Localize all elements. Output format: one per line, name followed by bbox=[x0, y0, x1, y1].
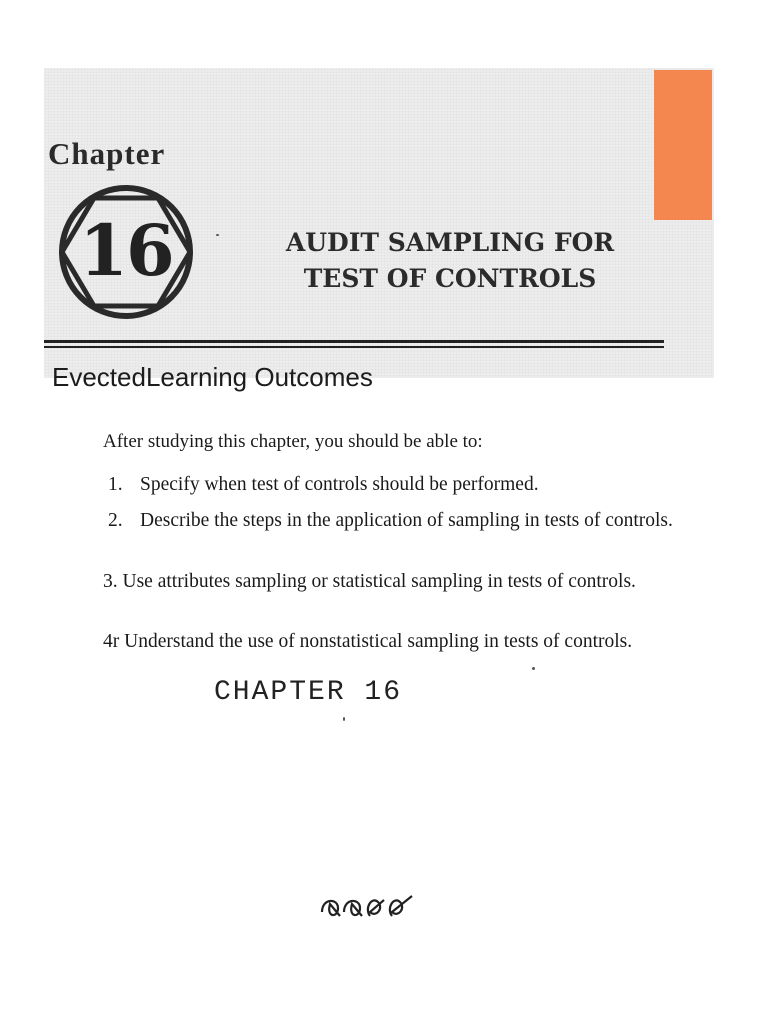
chapter-title-line-1: AUDIT SAMPLING FOR bbox=[285, 228, 615, 257]
outcome-text: Understand the use of nonstatistical sampling in tests of controls. bbox=[124, 631, 633, 652]
chapter-number: 16 bbox=[79, 209, 173, 292]
scan-speck bbox=[343, 717, 345, 721]
scan-speck bbox=[532, 667, 535, 670]
orange-tab-decoration bbox=[654, 70, 712, 220]
header-rule-thick bbox=[44, 340, 664, 343]
scan-speck bbox=[216, 234, 219, 236]
outcome-number: 3. bbox=[103, 571, 118, 592]
outcome-text: Specify when test of controls should be performed. bbox=[140, 474, 539, 495]
outcome-number: 2. bbox=[108, 510, 123, 531]
outcome-item-2 bbox=[108, 508, 688, 534]
chapter-label: Chapter bbox=[48, 136, 166, 171]
decorative-knot-icon bbox=[318, 890, 418, 922]
section-heading: EvectedLearning Outcomes bbox=[52, 362, 373, 392]
outcome-text: Describe the steps in the application of sampling in tests of controls. bbox=[140, 510, 673, 531]
outcome-item-3 bbox=[103, 569, 636, 595]
chapter-title bbox=[240, 225, 660, 297]
footer-chapter-label: CHAPTER 16 bbox=[214, 677, 403, 708]
outcome-item-1 bbox=[108, 472, 539, 498]
chapter-title-line-2: TEST OF CONTROLS bbox=[303, 264, 597, 293]
outcome-number: 1. bbox=[108, 474, 123, 495]
outcome-item-4 bbox=[103, 629, 632, 655]
header-rule-thin bbox=[44, 346, 664, 348]
intro-text: After studying this chapter, you should be able to: bbox=[103, 431, 483, 452]
outcome-text: Use attributes sampling or statistical sampling in tests of controls. bbox=[122, 571, 636, 592]
outcome-number: 4r bbox=[103, 631, 120, 652]
